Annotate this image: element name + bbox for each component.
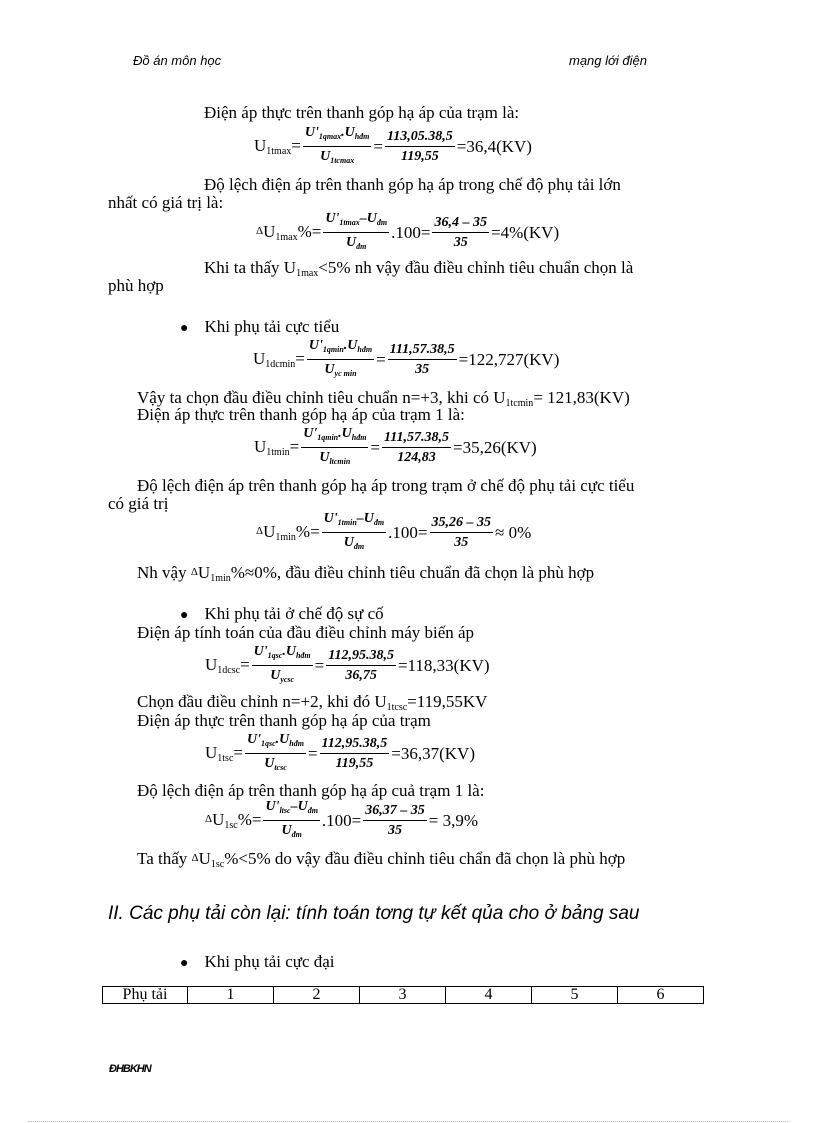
- paragraph: Độ lệch điện áp trên thanh góp hạ áp trong chế độ phụ tải lớn: [204, 175, 621, 194]
- table-header-cell: Phụ tải: [103, 987, 188, 1004]
- results-table: [102, 986, 704, 1004]
- bullet-icon: ●: [180, 608, 189, 623]
- equation-u1dcsc: $U_{1dcsc}=$ $\frac{U'_{1qsc}.U_{hđm}}{U_{ycsc}}$ = $\frac{112,95.38,5}{36,75}$ =118,33(KV): [205, 644, 490, 684]
- equation-u1dcmin: $U_{1dcmin}=$ $\frac{U'_{1qmin}.U_{hđm}}{U_{yc min}}$ = $\frac{111,57.38,5}{35}$ =122,727(KV): [253, 338, 560, 378]
- table-cell: 1: [188, 987, 274, 1004]
- equation-du1min: $\Delta U_{1min}\%=$ $\frac{U'_{1tmin}-U_{đm}}{U_{đm}}$ .100= $\frac{35,26 - 35}{35}$ ≈ 0%: [256, 511, 532, 551]
- paragraph: có giá trị: [108, 494, 169, 513]
- equation-u1tsc: $U_{1tsc}=$ $\frac{U'_{1qsc}.U_{hđm}}{U_{tcsc}}$ = $\frac{112,95.38,5}{119,55}$ =36,37(KV): [205, 732, 475, 772]
- paragraph: Vậy ta chọn đầu điều chỉnh tiêu chuẩn n=+3, khi có $U_{1tcmin}= 121,83(KV)$: [137, 388, 630, 409]
- bullet-icon: ●: [180, 956, 189, 971]
- table-cell: 4: [446, 987, 532, 1004]
- paragraph: phù hợp: [108, 276, 164, 295]
- equation-u1tmax: $U_{1tmax}=$ $\frac{U'_{1qmax}.U_{hđm}}{U_{1tcmax}}$ = $\frac{113,05.38,5}{119,55}$ =36,4(KV): [254, 125, 532, 165]
- footer-text: ĐHBKHN: [109, 1063, 151, 1075]
- delta-symbol: Δ: [191, 852, 199, 864]
- paragraph: Điện áp thực trên thanh góp hạ áp của trạm 1 là:: [137, 405, 465, 424]
- table-cell: 2: [274, 987, 360, 1004]
- table-cell: 5: [532, 987, 618, 1004]
- paragraph: Độ lệch điện áp trên thanh góp hạ áp trong trạm ở chế độ phụ tải cực tiểu: [137, 476, 635, 495]
- header-left: Đồ án môn học: [133, 53, 222, 68]
- table-row: [103, 987, 704, 1004]
- equation-du1sc: $\Delta U_{1sc}\%=$ $\frac{U'_{ltsc}-U_{đm}}{U_{đm}}$ .100= $\frac{36,37 - 35}{35}$ = 3,9%: [205, 799, 479, 839]
- paragraph: Chọn đầu điều chỉnh n=+2, khi đó $U_{1tcsc}=119,55KV$: [137, 692, 488, 713]
- delta-symbol: Δ: [205, 813, 213, 825]
- paragraph: Điện áp tính toán của đầu điều chỉnh máy biến áp: [137, 623, 475, 642]
- delta-symbol: Δ: [256, 225, 264, 237]
- header-right: mạng lới điện: [569, 53, 647, 68]
- eq-lhs: $U_{1tmax}=$: [254, 136, 301, 157]
- equation-u1tmin: $U_{1tmin}=$ $\frac{U'_{1qmin}.U_{hđm}}{U_{ltcmin}}$ = $\frac{111,57.38,5}{124,83}$ =35,26(KV): [254, 426, 537, 466]
- bullet-item: ● Khi phụ tải cực đại: [180, 952, 335, 971]
- delta-symbol: Δ: [190, 566, 198, 578]
- section-heading: II. Các phụ tải còn lại: tính toán tơng tự kết qủa cho ở bảng sau: [108, 903, 640, 924]
- paragraph: Điện áp thực trên thanh góp hạ áp của trạm là:: [204, 103, 520, 122]
- table-cell: 3: [360, 987, 446, 1004]
- paragraph: Nh vậy $\Delta U_{1min}\%\approx 0\%$, đầu điều chỉnh tiêu chuẩn đã chọn là phù hợp: [137, 563, 595, 584]
- paragraph: nhất có giá trị là:: [108, 193, 224, 212]
- paragraph: Độ lệch điện áp trên thanh góp hạ áp cuả trạm 1 là:: [137, 781, 485, 800]
- bullet-item: ● Khi phụ tải cực tiểu: [180, 317, 340, 336]
- equation-du1max: $\Delta U_{1max}\%=$ $\frac{U'_{1tmax}-U_{đm}}{U_{đm}}$ .100= $\frac{36,4 - 35}{35}$ =4%(KV): [256, 211, 560, 251]
- table-cell: 6: [618, 987, 704, 1004]
- page-border: [28, 1121, 788, 1122]
- paragraph: Khi ta thấy $U_{1max}<5\%$ nh vậy đầu điều chỉnh tiêu chuẩn chọn là: [204, 258, 634, 279]
- bullet-item: ● Khi phụ tải ở chế độ sự cố: [180, 604, 384, 623]
- paragraph: Ta thấy $\Delta U_{1sc}\%<5\%$ do vậy đầu điều chỉnh tiêu chẩn đã chọn là phù hợp: [137, 849, 626, 870]
- delta-symbol: Δ: [256, 525, 264, 537]
- bullet-icon: ●: [180, 321, 189, 336]
- paragraph: Điện áp thực trên thanh góp hạ áp của trạm: [137, 711, 431, 730]
